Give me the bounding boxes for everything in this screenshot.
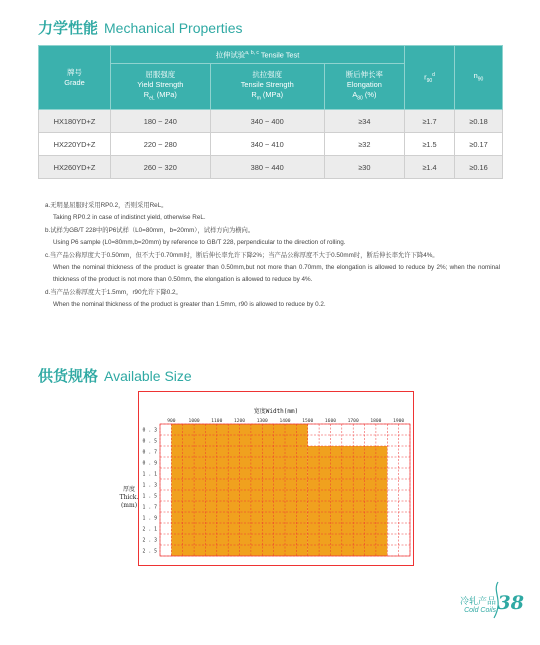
y-tick-label: 1 . 1 — [142, 472, 157, 478]
y-label-en: Thick. — [119, 494, 139, 501]
x-tick-label: 1000 — [188, 419, 200, 424]
chart-title: 宽度Width(mm) — [253, 408, 299, 415]
yield-unit: $R_{eL}$ (MPa) — [143, 89, 177, 102]
note-c-en: When the nominal thickness of the product is greater than 0.50mm,but not more than 0.70mm, the elongation is allowed to reduce by 2%; when the nominal thickness of the product is not more than 0.50mm, the elongation is allowed to reduce by 4%. — [53, 264, 500, 284]
cell-yield: 180 ~ 240 — [111, 110, 211, 133]
cell-yield: 220 ~ 280 — [111, 133, 211, 156]
section-title-en: Mechanical Properties — [104, 20, 243, 36]
cell-r90: ≥1.7 — [405, 110, 455, 133]
r90-sup: d — [432, 71, 435, 78]
cell-elong: ≥34 — [324, 110, 404, 133]
x-tick-label: 900 — [167, 419, 176, 424]
cell-n90: ≥0.16 — [455, 156, 503, 179]
note-b-en: Using P6 sample (L0=80mm,b=20mm) by reference to GB/T 228, perpendicular to the direction of rolling. — [53, 239, 346, 247]
y-tick-label: 0 . 5 — [142, 439, 157, 445]
y-tick-label: 1 . 7 — [142, 505, 157, 511]
elong-en: Elongation — [346, 79, 382, 89]
cell-elong: ≥30 — [324, 156, 404, 179]
cell-yield: 260 ~ 320 — [111, 156, 211, 179]
yield-unit-text: (MPa) — [156, 89, 177, 99]
n90-sub: 90 — [477, 76, 484, 83]
grade-header-en: Grade — [64, 77, 85, 87]
note-a-en: Taking RP0.2 in case of indistinct yield, otherwise ReL. — [53, 214, 206, 222]
cell-tensile: 380 ~ 440 — [210, 156, 324, 179]
page-number: 38 — [497, 592, 524, 614]
y-tick-label: 0 . 9 — [142, 461, 157, 467]
r90-symbol: r — [424, 72, 427, 81]
r90-sub: 90 — [426, 77, 433, 84]
y-tick-label: 0 . 7 — [142, 450, 157, 456]
y-tick-label: 2 . 3 — [142, 538, 157, 544]
tensile-test-cn: 拉伸试验 — [215, 50, 246, 60]
note-a-cn: a.无明显屈服时采用RP0.2，否则采用ReL。 — [45, 202, 168, 209]
y-tick-label: 1 . 3 — [142, 483, 157, 489]
x-tick-label: 1300 — [256, 419, 268, 424]
tensile-unit: $R_m$ (MPa) — [251, 89, 284, 102]
y-tick-label: 2 . 1 — [142, 527, 157, 533]
cell-n90: ≥0.17 — [455, 133, 503, 156]
section-title-cn: 力学性能 — [38, 20, 99, 37]
cell-elong: ≥32 — [324, 133, 404, 156]
tensile-en: Tensile Strength — [240, 79, 294, 89]
cell-r90: ≥1.4 — [405, 156, 455, 179]
x-tick-label: 1200 — [234, 419, 246, 424]
elong-cn: 断后伸长率 — [345, 69, 383, 79]
footer-cn: 冷轧产品 — [459, 596, 496, 606]
x-tick-label: 1100 — [211, 419, 223, 424]
x-tick-label: 1900 — [393, 419, 405, 424]
cell-grade: HX180YD+Z — [39, 110, 111, 133]
note-c-cn: c.当产品公称厚度大于0.50mm，但不大于0.70mm时，断后伸长率允许下降2%；当产品公称厚度不大于0.50mm时，断后伸长率允许下降4%。 — [45, 251, 439, 259]
note-d-cn: d.当产品公称厚度大于1.5mm，r90允许下降0.2。 — [45, 288, 182, 296]
x-tick-label: 1800 — [370, 419, 382, 424]
page-footer — [459, 592, 524, 614]
tensile-unit-text: (MPa) — [262, 89, 284, 99]
cell-r90: ≥1.5 — [405, 133, 455, 156]
y-label-unit: (mm) — [120, 502, 138, 509]
cell-grade: HX220YD+Z — [39, 133, 111, 156]
section-title-en: Available Size — [104, 368, 192, 384]
footer-en: Cold Coils — [464, 607, 496, 614]
grade-header-cn: 牌号 — [67, 67, 82, 77]
tensile-test-en: Tensile Test — [260, 50, 300, 60]
x-tick-label: 1600 — [324, 419, 336, 424]
elong-unit-text: (%) — [364, 89, 377, 99]
y-tick-label: 1 . 5 — [142, 494, 157, 500]
cell-n90: ≥0.18 — [455, 110, 503, 133]
cell-tensile: 340 ~ 400 — [210, 110, 324, 133]
cell-grade: HX260YD+Z — [39, 156, 111, 179]
y-tick-label: 1 . 9 — [142, 516, 157, 522]
y-label-cn: 厚度 — [122, 486, 135, 493]
y-tick-label: 0 . 3 — [142, 428, 157, 434]
cell-tensile: 340 ~ 410 — [210, 133, 324, 156]
x-tick-label: 1700 — [347, 419, 359, 424]
x-tick-label: 1500 — [302, 419, 314, 424]
tensile-test-sup: a, b, c — [245, 50, 259, 57]
note-b-cn: b.试样为GB/T 228中的P6试样（L0=80mm，b=20mm），试样方向为横向。 — [45, 226, 255, 234]
n90-symbol: n — [473, 70, 478, 80]
x-tick-label: 1400 — [279, 419, 291, 424]
tensile-cn: 抗拉强度 — [252, 69, 282, 79]
elong-unit: $A_{80}$ (%) — [352, 89, 377, 102]
yield-en: Yield Strength — [137, 79, 184, 89]
y-tick-label: 2 . 5 — [142, 549, 157, 555]
yield-cn: 屈服强度 — [145, 69, 176, 79]
section-title-cn: 供货规格 — [38, 368, 99, 385]
note-d-en: When the nominal thickness of the product is greater than 1.5mm, r90 is allowed to reduce by 0.2. — [53, 301, 326, 309]
